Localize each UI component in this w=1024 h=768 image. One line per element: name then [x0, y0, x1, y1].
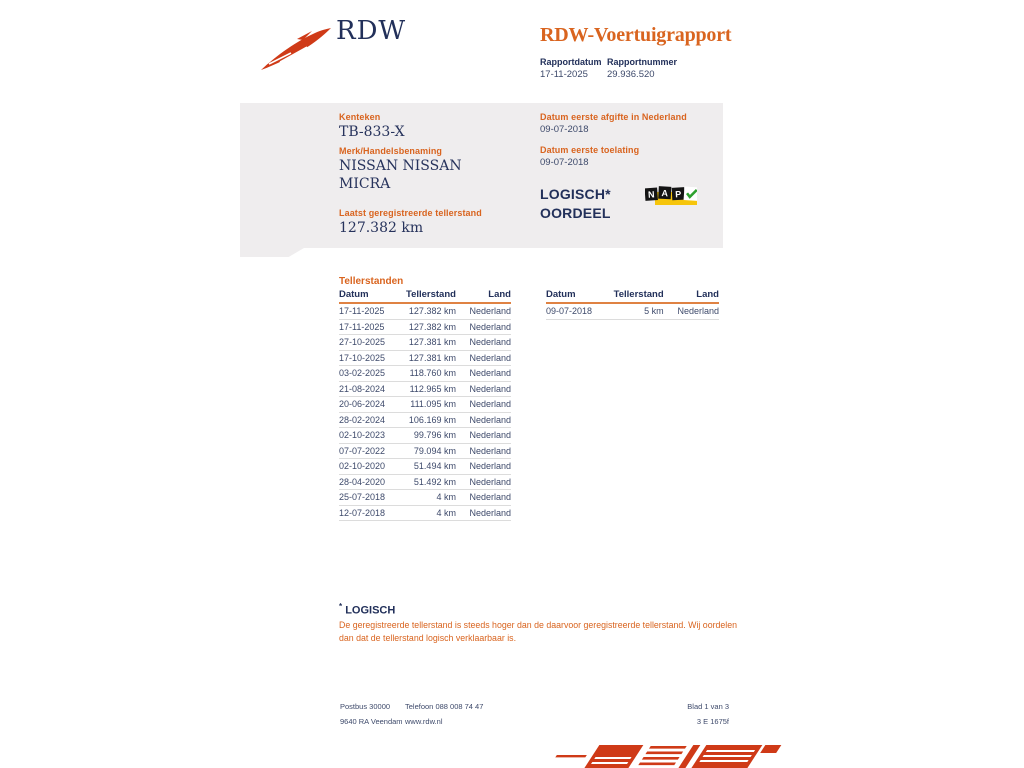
cell-datum: 17-10-2025 [339, 352, 386, 363]
cell-land: Nederland [469, 430, 511, 440]
table-row [339, 490, 511, 506]
verdict-heading [339, 602, 395, 617]
column-header-datum: Datum [546, 289, 576, 300]
cell-land: Nederland [469, 445, 511, 456]
table-row [339, 397, 511, 413]
cell-tellerstand: 118.760 km [409, 368, 456, 378]
table-row [339, 304, 511, 320]
kenteken-value: TB-833-X [339, 124, 405, 140]
column-header-land: Land [696, 289, 719, 300]
table-header-row [546, 289, 719, 304]
footer-address [340, 699, 403, 729]
column-header-land: Land [488, 289, 511, 300]
footer-phone: Telefoon 088 008 74 47 [405, 702, 484, 711]
footer-website: www.rdw.nl [405, 717, 443, 726]
table-row [546, 304, 719, 320]
cell-tellerstand: 79.094 km [413, 445, 456, 456]
cell-tellerstand: 99.796 km [413, 430, 456, 440]
tellerstanden-table-right [546, 289, 719, 320]
cell-tellerstand: 4 km [436, 507, 456, 518]
cell-tellerstand: 127.381 km [408, 352, 456, 363]
column-header-datum: Datum [339, 289, 369, 300]
nap-logo-icon [645, 183, 697, 209]
footer-stripe-graphic-icon [548, 744, 788, 768]
cell-datum: 27-10-2025 [339, 337, 386, 347]
cell-tellerstand: 112.965 km [409, 383, 456, 394]
column-header-tellerstand: Tellerstand [405, 289, 456, 300]
cell-land: Nederland [469, 414, 511, 425]
merk-value: NISSAN NISSAN MICRA [339, 158, 462, 192]
verdict-explanation: De geregistreerde tellerstand is steeds hoger dan de daarvoor geregistreerde tellerstand. Wij oordelen dan dat de tellerstand logisch verklaarbaar is. [339, 620, 738, 643]
tellerstanden-heading: Tellerstanden [339, 276, 404, 287]
cell-tellerstand: 4 km [436, 492, 456, 502]
cell-land: Nederland [469, 352, 511, 363]
cell-land: Nederland [469, 368, 511, 378]
column-header-tellerstand: Tellerstand [613, 289, 664, 300]
cell-datum: 03-02-2025 [339, 368, 386, 378]
cell-datum: 02-10-2020 [339, 461, 386, 471]
cell-land: Nederland [469, 383, 511, 394]
oordeel-text [540, 185, 611, 223]
report-number-value: 29.936.520 [607, 69, 655, 80]
table-row [339, 351, 511, 367]
cell-land: Nederland [469, 507, 511, 518]
rdw-logo-text: RDW [336, 16, 407, 46]
cell-tellerstand: 106.169 km [408, 414, 456, 425]
cell-tellerstand: 127.381 km [408, 337, 456, 347]
table-row [339, 320, 511, 336]
footer-contact [405, 699, 483, 729]
table-row [339, 444, 511, 460]
oordeel-line2: OORDEEL [540, 205, 611, 221]
table-header-row [339, 289, 511, 304]
table-row [339, 506, 511, 522]
report-date-label: Rapportdatum [540, 57, 602, 67]
table-row [339, 382, 511, 398]
toelating-value: 09-07-2018 [540, 157, 589, 168]
footer-page-indicator: Blad 1 van 3 [687, 702, 729, 711]
cell-datum: 09-07-2018 [546, 306, 593, 316]
footer-address-line1: Postbus 30000 [340, 702, 391, 711]
vehicle-summary-panel-tab [240, 248, 304, 257]
footer-form-code: 3 E 1675f [696, 717, 729, 726]
footer-page-info [687, 699, 729, 729]
tellerstand-label: Laatst geregistreerde tellerstand [339, 208, 482, 218]
cell-datum: 25-07-2018 [339, 492, 386, 502]
cell-land: Nederland [469, 321, 511, 332]
cell-datum: 02-10-2023 [339, 430, 386, 440]
footer-address-line2: 9640 RA Veendam [340, 717, 403, 726]
cell-datum: 07-07-2022 [339, 445, 386, 456]
cell-datum: 21-08-2024 [339, 383, 386, 394]
tellerstanden-table-left [339, 289, 511, 521]
cell-tellerstand: 51.492 km [413, 476, 456, 487]
cell-land: Nederland [469, 476, 511, 487]
cell-land: Nederland [469, 492, 511, 502]
cell-datum: 28-04-2020 [339, 476, 386, 487]
merk-label: Merk/Handelsbenaming [339, 146, 443, 156]
report-date-value: 17-11-2025 [540, 69, 588, 80]
table-row [339, 459, 511, 475]
table-row [339, 413, 511, 429]
afgifte-label: Datum eerste afgifte in Nederland [540, 112, 687, 122]
oordeel-line1: LOGISCH* [540, 186, 611, 202]
table-row [339, 475, 511, 491]
cell-tellerstand: 111.095 km [410, 399, 456, 409]
cell-datum: 17-11-2025 [339, 321, 385, 332]
cell-datum: 20-06-2024 [339, 399, 386, 409]
table-row [339, 428, 511, 444]
cell-tellerstand: 127.382 km [408, 306, 456, 316]
cell-land: Nederland [469, 461, 511, 471]
table-row [339, 335, 511, 351]
cell-land: Nederland [469, 306, 511, 316]
cell-tellerstand: 51.494 km [413, 461, 456, 471]
svg-text:A: A [661, 188, 669, 199]
table-row [339, 366, 511, 382]
vehicle-summary-panel [240, 103, 723, 248]
cell-land: Nederland [469, 337, 511, 347]
verdict-heading-text: LOGISCH [345, 604, 396, 617]
tellerstand-value: 127.382 km [339, 220, 424, 236]
cell-datum: 28-02-2024 [339, 414, 386, 425]
cell-tellerstand: 127.382 km [408, 321, 456, 332]
cell-land: Nederland [677, 306, 719, 316]
cell-land: Nederland [469, 399, 511, 409]
verdict-asterisk: * [339, 602, 343, 611]
afgifte-value: 09-07-2018 [540, 124, 589, 135]
toelating-label: Datum eerste toelating [540, 145, 640, 155]
report-number-label: Rapportnummer [607, 57, 678, 67]
svg-text:P: P [674, 189, 682, 200]
kenteken-label: Kenteken [339, 112, 381, 122]
rdw-wing-logo-icon [261, 28, 331, 72]
cell-tellerstand: 5 km [644, 306, 664, 316]
svg-text:N: N [647, 189, 655, 200]
cell-datum: 17-11-2025 [339, 306, 385, 316]
page-title: RDW-Voertuigrapport [540, 24, 732, 46]
cell-datum: 12-07-2018 [339, 507, 386, 518]
